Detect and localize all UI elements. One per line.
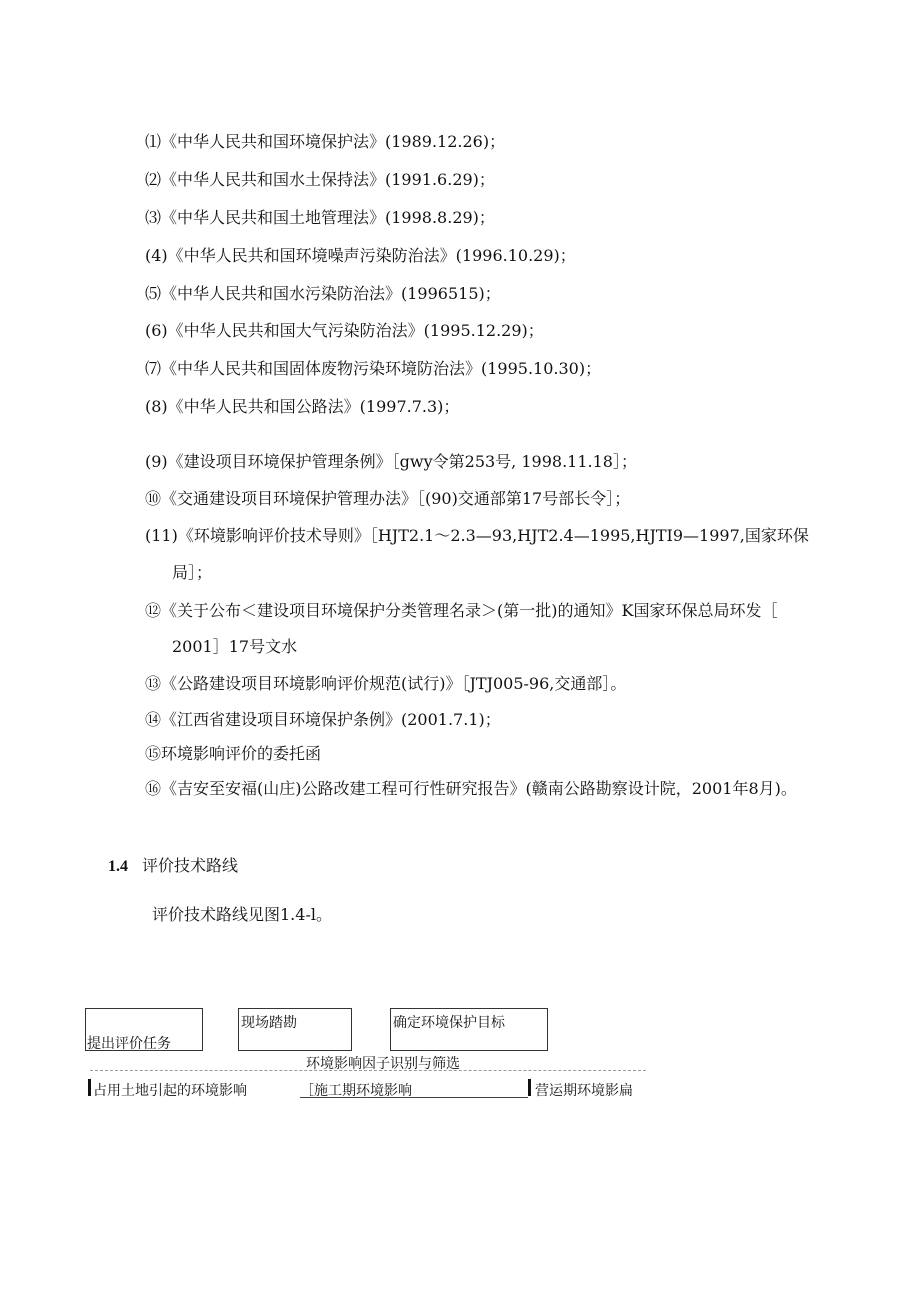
reference-item: (11)《环境影响评价技术导则》［HJT2.1～2.3—93,HJT2.4—1995,HJTI9—1997,国家环保 bbox=[145, 526, 809, 545]
flow-center-label: 环境影响因子识别与筛选 bbox=[306, 1056, 460, 1072]
reference-item: ⑫《关于公布＜建设项目环境保护分类管理名录＞(第一批)的通知》K国家环保总局环发［ bbox=[145, 601, 778, 620]
section-title: 评价技术路线 bbox=[142, 856, 239, 875]
reference-item: (4)《中华人民共和国环境噪声污染防治法》(1996.10.29)； bbox=[145, 246, 576, 265]
flow-divider bbox=[90, 1070, 646, 1071]
flow-branch-operation: 营运期环境影扁 bbox=[535, 1083, 633, 1099]
section-paragraph: 评价技术路线见图1.4-l。 bbox=[152, 905, 332, 924]
flow-box-task bbox=[85, 1008, 203, 1051]
flow-branch-underline bbox=[300, 1097, 528, 1098]
flow-branch-marker bbox=[88, 1079, 91, 1096]
reference-item: ⑶《中华人民共和国土地管理法》(1998.8.29)； bbox=[145, 208, 495, 227]
reference-item-continuation: 2001］17号文水 bbox=[172, 637, 298, 656]
reference-item: ⑺《中华人民共和国固体废物污染环境防治法》(1995.10.30)； bbox=[145, 359, 602, 378]
flow-branch-land: 占用土地引起的环境影响 bbox=[93, 1083, 247, 1099]
section-number: 1.4 bbox=[108, 858, 128, 875]
reference-item: ⑯《吉安至安福(山庄)公路改建工程可行性研究报告》(赣南公路勘察设计院，2001年8月)。 bbox=[145, 779, 797, 798]
reference-item: ⑴《中华人民共和国环境保护法》(1989.12.26)； bbox=[145, 132, 506, 151]
reference-item: (6)《中华人民共和国大气污染防治法》(1995.12.29)； bbox=[145, 321, 544, 340]
flow-box-target-label: 确定环境保护目标 bbox=[393, 1015, 505, 1031]
reference-item: ⑭《江西省建设项目环境保护条例》(2001.7.1)； bbox=[145, 710, 501, 729]
flow-branch-construction-label: 施工期环境影响 bbox=[314, 1083, 412, 1099]
reference-item: (9)《建设项目环境保护管理条例》［gwy令第253号, 1998.11.18］； bbox=[145, 452, 637, 471]
section-heading bbox=[108, 853, 238, 876]
reference-item: ⑩《交通建设项目环境保护管理办法》［(90)交通部第17号部长令］； bbox=[145, 489, 631, 508]
reference-item: ⑸《中华人民共和国水污染防治法》(1996515)； bbox=[145, 284, 501, 303]
flow-branch-marker bbox=[528, 1079, 531, 1096]
reference-item-continuation: 局］； bbox=[172, 563, 213, 582]
flow-box-task-label: 提出评价任务 bbox=[87, 1036, 171, 1052]
reference-item: ⑮环境影响评价的委托函 bbox=[145, 744, 322, 763]
reference-item: ⑬《公路建设项目环境影响评价规范(试行)》［JTJ005-96,交通部］。 bbox=[145, 674, 627, 693]
flow-branch-construction: ［施工期环境影响 bbox=[300, 1083, 412, 1099]
flow-box-survey-label: 现场踏勘 bbox=[241, 1015, 297, 1031]
flow-box-target bbox=[390, 1008, 548, 1051]
flow-box-survey bbox=[238, 1008, 352, 1051]
reference-item: (8)《中华人民共和国公路法》(1997.7.3)； bbox=[145, 397, 460, 416]
reference-item: ⑵《中华人民共和国水土保持法》(1991.6.29)； bbox=[145, 170, 495, 189]
